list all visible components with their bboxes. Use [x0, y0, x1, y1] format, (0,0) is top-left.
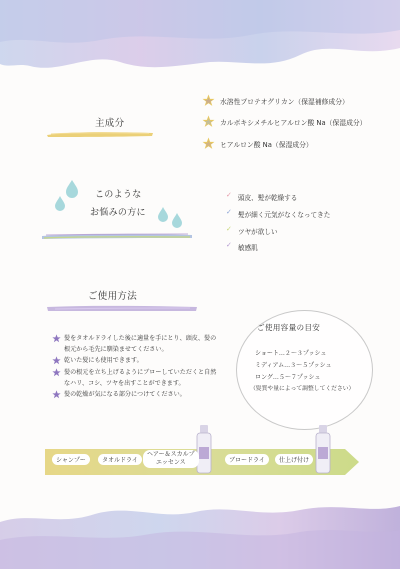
step-finish: 仕上げ付け [275, 454, 313, 465]
amount-note: （髪質や量によって調整してください） [250, 386, 355, 392]
star-icon [202, 137, 215, 150]
check-icon: ✓ [226, 225, 232, 233]
worry-label: 頭皮、髪が乾燥する [238, 194, 298, 202]
step-blow-dry: ブロードライ [225, 454, 269, 465]
star-icon [202, 115, 215, 128]
star-icon [52, 368, 61, 377]
top-watercolor-wash [0, 0, 400, 80]
star-icon [52, 390, 61, 399]
ingredient-label: カルボキシメチルヒアルロン酸 Na（保湿成分） [220, 119, 367, 127]
step-shampoo: シャンプー [52, 454, 90, 465]
check-icon: ✓ [226, 241, 232, 249]
step-towel-dry: タオルドライ [98, 454, 142, 465]
usage-item [52, 355, 220, 366]
check-icon: ✓ [226, 191, 232, 199]
gold-brush-stroke [45, 129, 155, 139]
amount-line: ミディアム…３〜５プッシュ [255, 362, 332, 369]
usage-item [52, 367, 220, 389]
usage-text: 髪の乾燥が気になる部分につけてください。 [64, 391, 186, 399]
usage-text: 乾いた髪にも使用できます。 [64, 357, 143, 365]
worry-label: ツヤが欲しい [238, 228, 278, 236]
usage-title: ご使用方法 [88, 291, 138, 302]
usage-text: 髪の根元を立ち上げるようにブローしていただくと自然なハリ、コシ、ツヤを出すことができます。 [64, 368, 217, 387]
amount-line: ショート…２〜３プッシュ [255, 350, 327, 357]
step-essence: ヘアー＆スカルプ エッセンス [143, 450, 199, 468]
worries-title-line1: このような [95, 190, 142, 200]
star-icon [52, 356, 61, 365]
purple-brush-stroke [45, 303, 200, 315]
worry-label: 敏感肌 [238, 244, 258, 252]
ingredients-title: 主成分 [95, 118, 125, 129]
product-bottle-icon [314, 425, 332, 475]
product-bottle-icon [195, 425, 213, 475]
bottom-watercolor-wash [0, 500, 400, 569]
amount-title: ご使用容量の目安 [257, 323, 321, 332]
usage-item [52, 333, 220, 355]
multicolor-brush-stroke [40, 231, 195, 243]
star-icon [52, 334, 61, 343]
ingredient-label: 水溶性プロテオグリカン（保湿補修成分） [220, 98, 349, 106]
star-icon [202, 94, 215, 107]
water-drops-left [52, 178, 82, 218]
usage-list [52, 333, 220, 400]
ingredient-label: ヒアルロン酸 Na（保湿成分） [220, 141, 313, 149]
worry-label: 髪が細く元気がなくなってきた [238, 211, 331, 219]
water-drops-right [155, 205, 185, 231]
check-icon: ✓ [226, 208, 232, 216]
worries-title-line2: お悩みの方に [90, 208, 146, 218]
usage-item [52, 389, 220, 400]
usage-text: 髪をタオルドライした後に適量を手にとり、頭皮、髪の根元から毛先に馴染ませてください。 [64, 335, 217, 354]
amount-line: ロング…５〜７プッシュ [255, 374, 321, 381]
